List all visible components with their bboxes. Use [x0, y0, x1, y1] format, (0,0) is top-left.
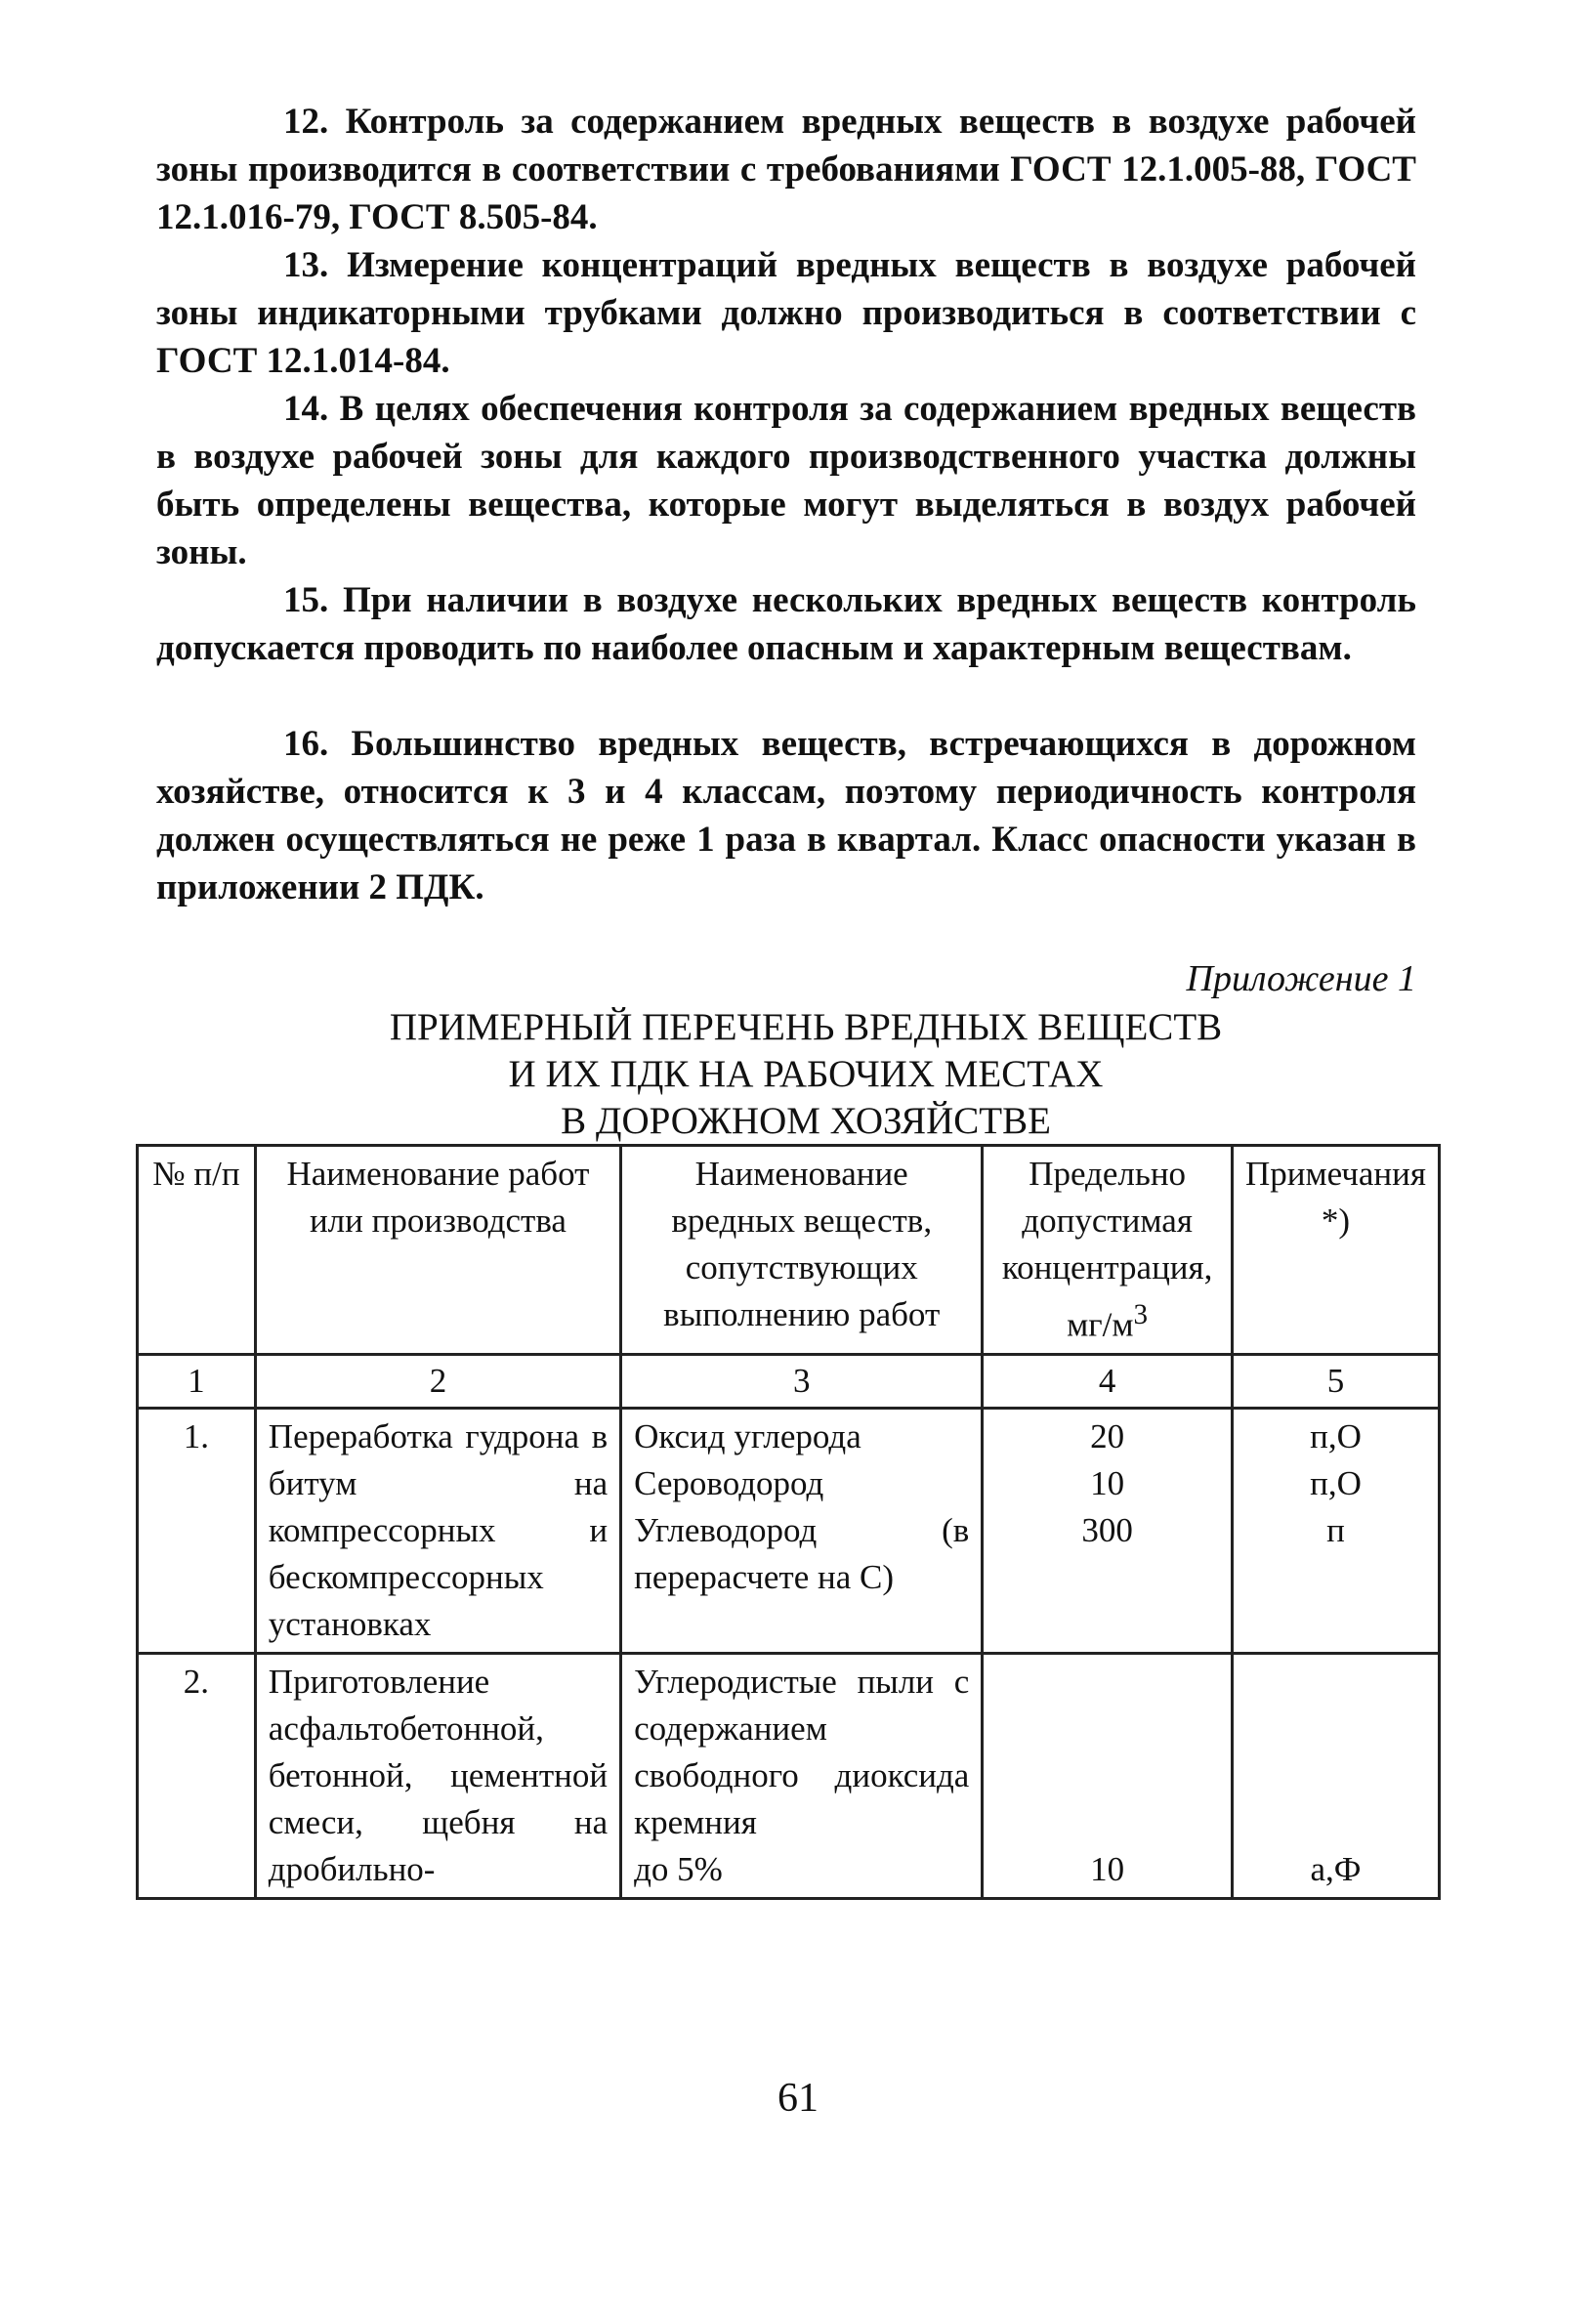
- pdk-value: 10: [1090, 1849, 1125, 1888]
- substance: Оксид углерода: [634, 1416, 861, 1455]
- row-substances: [621, 1653, 983, 1898]
- paragraph-14: 14. В целях обеспечения контроля за содержанием вредных веществ в воздухе рабочей зоны для каждого производственного участка должны быть определены вещества, которые могут выделяться в воздух рабочей зоны.: [156, 389, 1416, 572]
- substance: Углеродистые пыли с содержанием свободного диоксида кремния: [634, 1662, 970, 1841]
- paragraph-16: 16. Большинство вредных веществ, встречающихся в дорожном хозяйстве, относится к 3 и 4 классам, поэтому периодичность контроля должен осуществляться не реже 1 раза в квартал. Класс опасности указан в приложении 2 ПДК.: [156, 724, 1416, 907]
- note-value: а,Ф: [1310, 1849, 1362, 1888]
- column-number: 4: [983, 1354, 1233, 1408]
- row-work: Приготовление асфальтобетонной, бетонной, цементной смеси, щебня на дробильно-: [255, 1653, 620, 1898]
- paragraph-15: 15. При наличии в воздухе нескольких вредных веществ контроль допускается проводить по наиболее опасным и характерным веществам.: [156, 580, 1416, 668]
- title-line: И ИХ ПДК НА РАБОЧИХ МЕСТАХ: [508, 1053, 1104, 1095]
- column-number: 5: [1232, 1354, 1439, 1408]
- column-number: 2: [255, 1354, 620, 1408]
- title-line: В ДОРОЖНОМ ХОЗЯЙСТВЕ: [561, 1100, 1051, 1142]
- header-pdk: [983, 1146, 1233, 1355]
- appendix-label: Приложение 1: [1186, 958, 1416, 999]
- table-header-row: [138, 1146, 1440, 1355]
- row-num: 1.: [138, 1408, 256, 1653]
- note-value: п,О: [1310, 1463, 1362, 1502]
- row-pdk: [983, 1408, 1233, 1653]
- column-number-row: [138, 1354, 1440, 1408]
- row-num: 2.: [138, 1653, 256, 1898]
- header-notes: Примечания *): [1232, 1146, 1439, 1355]
- table-row: [138, 1408, 1440, 1653]
- title-line: ПРИМЕРНЫЙ ПЕРЕЧЕНЬ ВРЕДНЫХ ВЕЩЕСТВ: [389, 1006, 1223, 1048]
- row-pdk: [983, 1653, 1233, 1898]
- page-number: 61: [777, 2076, 819, 2121]
- row-notes: [1232, 1408, 1439, 1653]
- column-number: 3: [621, 1354, 983, 1408]
- substance: Сероводород: [634, 1463, 824, 1502]
- header-pdk-text: Предельно допустимая концентрация, мг/м: [1001, 1155, 1213, 1344]
- pdk-value: 20: [1090, 1416, 1125, 1455]
- pdk-value: 300: [1081, 1510, 1133, 1549]
- header-substances: Наименование вредных веществ, сопутствующих выполнению работ: [621, 1146, 983, 1355]
- pdk-value: 10: [1090, 1463, 1125, 1502]
- note-value: п,О: [1310, 1416, 1362, 1455]
- paragraph-13: 13. Измерение концентраций вредных веществ в воздухе рабочей зоны индикаторными трубками должно производиться в соответствии с ГОСТ 12.1.014-84.: [156, 245, 1416, 381]
- header-pdk-superscript: 3: [1133, 1299, 1149, 1330]
- header-num: № п/п: [138, 1146, 256, 1355]
- substance: до 5%: [634, 1849, 723, 1888]
- column-number: 1: [138, 1354, 256, 1408]
- row-notes: [1232, 1653, 1439, 1898]
- row-substances: [621, 1408, 983, 1653]
- row-work: Переработка гудрона в битум на компрессорных и бескомпрессорных установках: [255, 1408, 620, 1653]
- substances-table: [136, 1144, 1441, 1900]
- header-work: Наименование работ или производства: [255, 1146, 620, 1355]
- note-value: п: [1326, 1510, 1345, 1549]
- paragraph-12: 12. Контроль за содержанием вредных веществ в воздухе рабочей зоны производится в соответствии с требованиями ГОСТ 12.1.005-88, ГОСТ 12.1.016-79, ГОСТ 8.505-84.: [156, 102, 1416, 237]
- substance: Углеводород (в перерасчете на С): [634, 1510, 970, 1596]
- document-title: [156, 1004, 1416, 1145]
- table-row: [138, 1653, 1440, 1898]
